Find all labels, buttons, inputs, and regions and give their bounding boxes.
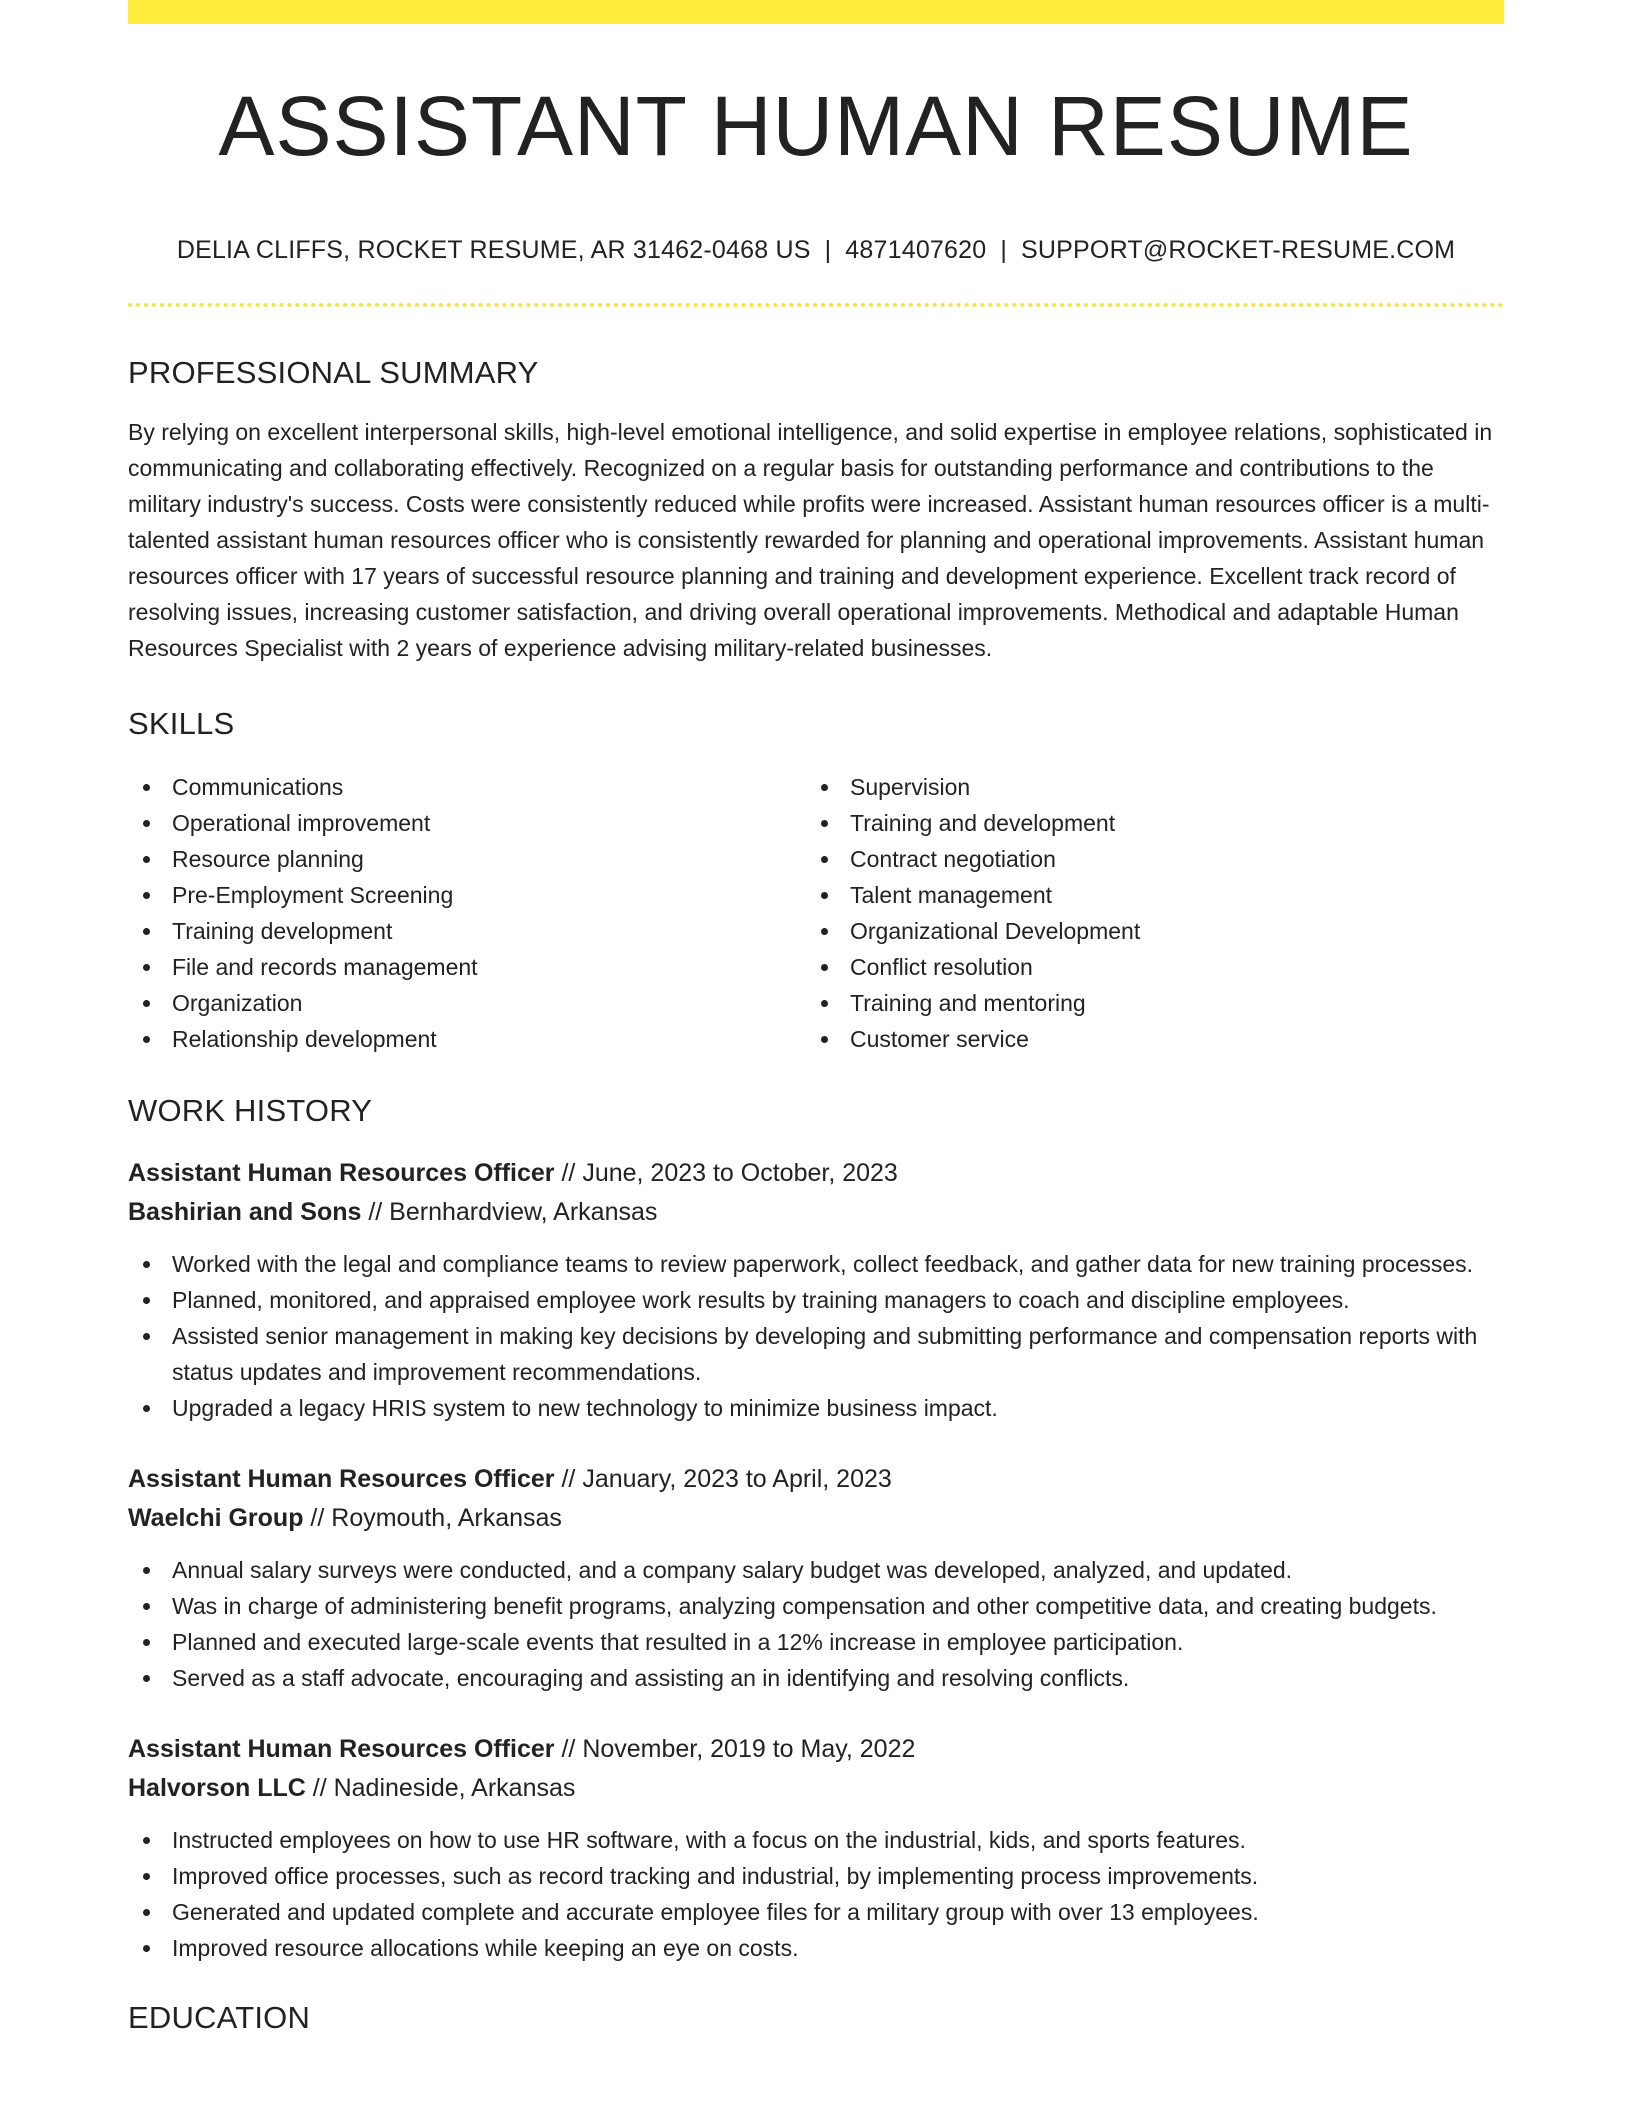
job-bullet: Worked with the legal and compliance teams to review paperwork, collect feedback, and gather data for new training processes. — [128, 1246, 1504, 1282]
job-bullet: Was in charge of administering benefit programs, analyzing compensation and other competitive data, and creating budgets. — [128, 1588, 1504, 1624]
job-title-line — [128, 1730, 1504, 1769]
work-history-heading: WORK HISTORY — [128, 1093, 373, 1128]
accent-top-bar — [128, 0, 1504, 24]
job-bullets — [128, 1552, 1504, 1696]
skill-item: Organization — [128, 985, 806, 1021]
skill-item: File and records management — [128, 949, 806, 985]
job-location: // Roymouth, Arkansas — [303, 1504, 562, 1532]
skill-item: Supervision — [806, 769, 1484, 805]
job-bullet: Improved office processes, such as record tracking and industrial, by implementing process improvements. — [128, 1858, 1504, 1894]
job-location: // Nadineside, Arkansas — [305, 1774, 576, 1802]
skill-item: Training development — [128, 913, 806, 949]
job-bullet: Improved resource allocations while keeping an eye on costs. — [128, 1930, 1504, 1966]
job-bullets — [128, 1822, 1504, 1966]
contact-phone: 4871407620 — [845, 236, 987, 264]
job-location: // Bernhardview, Arkansas — [361, 1198, 658, 1226]
contact-separator: | — [1000, 236, 1008, 264]
skill-item: Conflict resolution — [806, 949, 1484, 985]
job-bullet: Generated and updated complete and accurate employee files for a military group with over 13 employees. — [128, 1894, 1504, 1930]
summary-heading: PROFESSIONAL SUMMARY — [128, 355, 539, 390]
job-company-line — [128, 1499, 1504, 1538]
skill-item: Communications — [128, 769, 806, 805]
job-entry — [128, 1154, 1504, 1426]
skill-item: Relationship development — [128, 1021, 806, 1057]
job-company-line — [128, 1193, 1504, 1232]
job-entry — [128, 1460, 1504, 1696]
job-bullet: Annual salary surveys were conducted, and a company salary budget was developed, analyzed, and updated. — [128, 1552, 1504, 1588]
job-company-line — [128, 1769, 1504, 1808]
contact-separator: | — [824, 236, 832, 264]
education-heading: EDUCATION — [128, 2000, 311, 2035]
job-bullet: Upgraded a legacy HRIS system to new technology to minimize business impact. — [128, 1390, 1504, 1426]
skill-item: Training and mentoring — [806, 985, 1484, 1021]
resume-page — [128, 0, 1504, 2033]
skill-item: Pre-Employment Screening — [128, 877, 806, 913]
skills-column-right — [806, 769, 1484, 1057]
job-bullet: Instructed employees on how to use HR software, with a focus on the industrial, kids, and sports features. — [128, 1822, 1504, 1858]
job-dates: // January, 2023 to April, 2023 — [554, 1465, 892, 1493]
job-title: Assistant Human Resources Officer — [128, 1159, 555, 1187]
skill-item: Contract negotiation — [806, 841, 1484, 877]
job-bullet: Assisted senior management in making key decisions by developing and submitting performance and compensation reports with status updates and improvement recommendations. — [128, 1318, 1504, 1390]
job-bullet: Planned and executed large-scale events that resulted in a 12% increase in employee participation. — [128, 1624, 1504, 1660]
summary-text: By relying on excellent interpersonal skills, high-level emotional intelligence, and solid expertise in employee relations, sophisticated in communicating and collaborating effectively. Recognized on a regular basis for outstanding performance and contributions to the military industry's success. Costs were consistently reduced while profits were increased. Assistant human resources officer is a multi-talented assistant human resources officer who is consistently rewarded for planning and operational improvements. Assistant human resources officer with 17 years of successful resource planning and training and development experience. Excellent track record of resolving issues, increasing customer satisfaction, and driving overall operational improvements. Methodical and adaptable Human Resources Specialist with 2 years of experience advising military-related businesses. — [128, 419, 1493, 661]
skill-item: Organizational Development — [806, 913, 1484, 949]
contact-email: SUPPORT@ROCKET-RESUME.COM — [1021, 236, 1456, 264]
job-company: Halvorson LLC — [128, 1774, 306, 1802]
skill-item: Talent management — [806, 877, 1484, 913]
contact-address: DELIA CLIFFS, ROCKET RESUME, AR 31462-0468 US — [176, 236, 811, 264]
job-company: Bashirian and Sons — [128, 1198, 362, 1226]
skills-column-left — [128, 769, 806, 1057]
resume-title: ASSISTANT HUMAN RESUME — [218, 79, 1414, 173]
job-entry — [128, 1730, 1504, 1966]
job-company: Waelchi Group — [128, 1504, 304, 1532]
skill-item: Customer service — [806, 1021, 1484, 1057]
skills-heading: SKILLS — [128, 706, 235, 741]
job-bullets — [128, 1246, 1504, 1426]
job-dates: // November, 2019 to May, 2022 — [554, 1735, 916, 1763]
job-bullet: Planned, monitored, and appraised employee work results by training managers to coach and discipline employees. — [128, 1282, 1504, 1318]
job-title: Assistant Human Resources Officer — [128, 1735, 555, 1763]
job-title-line — [128, 1154, 1504, 1193]
job-dates: // June, 2023 to October, 2023 — [554, 1159, 898, 1187]
skill-item: Resource planning — [128, 841, 806, 877]
dotted-divider — [128, 303, 1504, 307]
job-title-line — [128, 1460, 1504, 1499]
job-title: Assistant Human Resources Officer — [128, 1465, 555, 1493]
contact-line — [128, 236, 1504, 265]
skills-list — [128, 769, 1504, 1057]
job-bullet: Served as a staff advocate, encouraging and assisting an in identifying and resolving conflicts. — [128, 1660, 1504, 1696]
skill-item: Training and development — [806, 805, 1484, 841]
skill-item: Operational improvement — [128, 805, 806, 841]
